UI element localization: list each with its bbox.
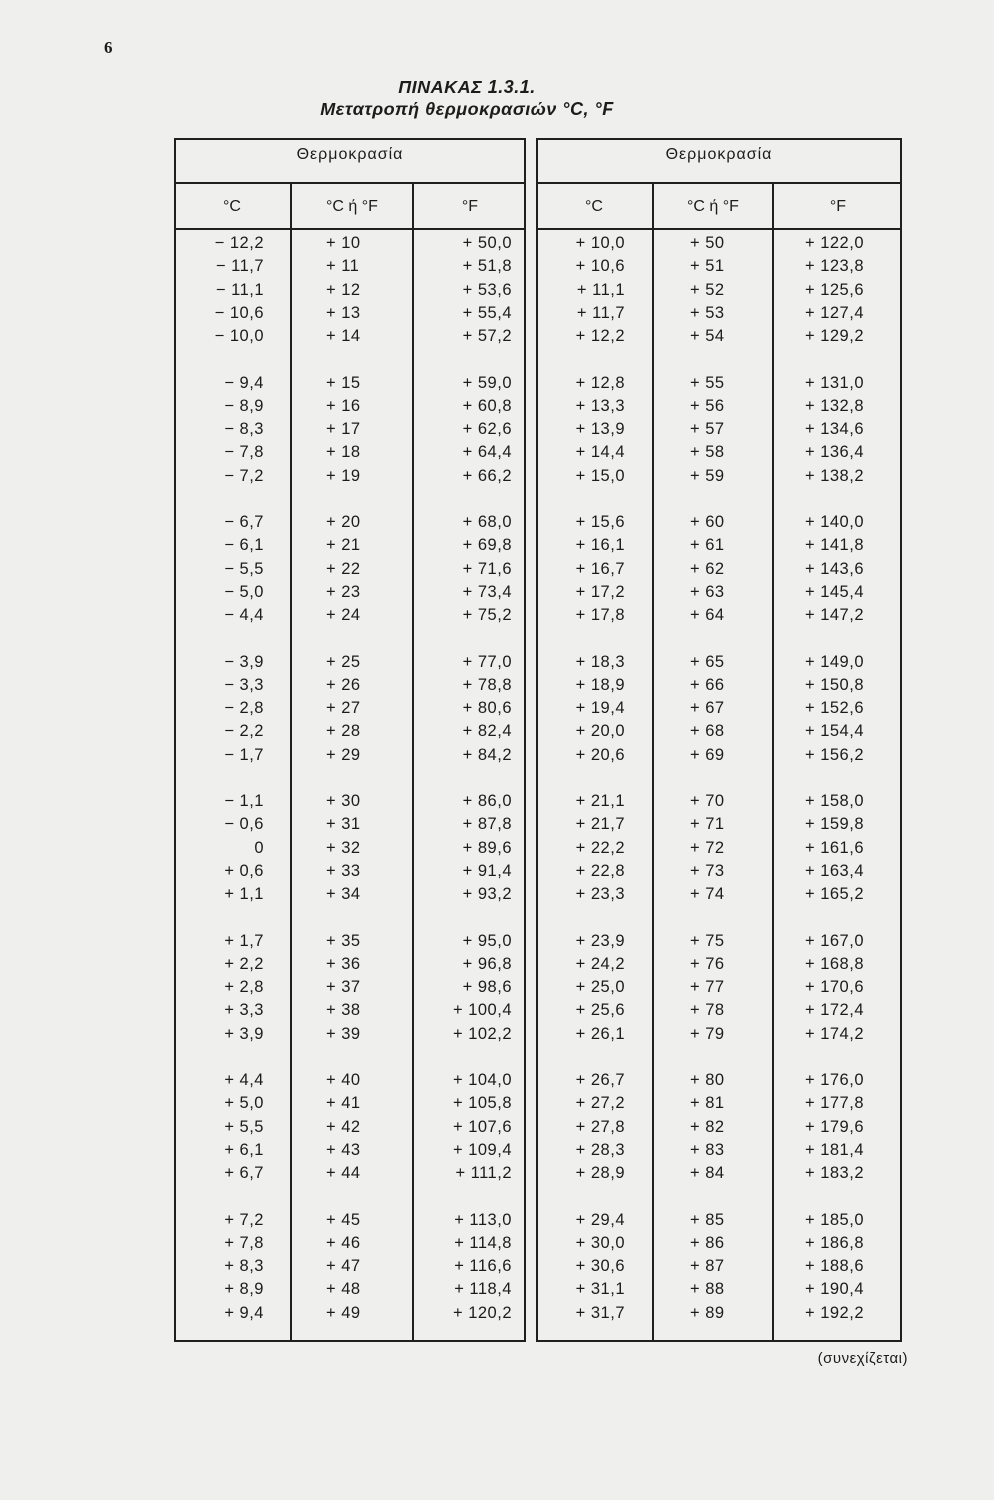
table-cell: + 8,3 [224,1257,264,1276]
table-cell: + 159,8 [804,815,864,834]
table-cell: + 47 [326,1257,361,1276]
table-cell: + 12 [326,280,361,299]
table-cell: + 30,6 [575,1257,625,1276]
table-cell: + 77,0 [462,652,512,671]
table-cell: + 10,6 [575,257,625,276]
table-cell: + 11 [326,257,360,276]
table-cell: + 69 [690,745,725,764]
table-cell: − 1,7 [224,745,264,764]
table-cell: + 120,2 [452,1303,512,1322]
table-cell: + 19 [326,466,361,485]
table-cell: + 11,7 [576,303,625,322]
table-cell: + 42 [326,1117,361,1136]
table-cell: − 7,8 [224,443,264,462]
table-cell: + 14,4 [575,443,625,462]
table-cell: + 83 [690,1140,725,1159]
table-cell: + 118,4 [454,1280,512,1299]
table-cell: + 5,5 [224,1117,264,1136]
column-header-c-or-f: °C ή °F [687,198,739,215]
table-cell: + 131,0 [804,373,864,392]
column-header-celsius: °C [585,198,603,215]
table-cell: + 72 [690,838,725,857]
table-cell: + 34 [326,885,361,904]
table-cell: + 179,6 [804,1117,864,1136]
table-cell: + 21 [326,536,361,555]
table-cell: + 176,0 [804,1071,864,1089]
table-cell: + 22 [326,559,361,578]
table-cell: + 183,2 [804,1164,864,1183]
table-cell: + 40 [326,1071,361,1089]
table-cell: + 7,2 [224,1210,264,1229]
group-header-left: Θερμοκρασία [296,146,404,163]
table-cell: + 95,0 [462,931,512,950]
table-cell: + 17 [326,420,361,439]
table-cell: + 77 [690,978,725,997]
table-cell: − 3,9 [224,652,264,671]
column-header-c-or-f: °C ή °F [326,198,378,215]
table-cell: + 25,0 [575,978,625,997]
table-cell: − 8,9 [224,396,264,415]
table-cell: + 29 [326,745,361,764]
table-cell: + 73,4 [462,582,512,601]
table-cell: + 64,4 [462,443,512,462]
table-cell: + 123,8 [804,257,864,276]
table-cell: + 49 [326,1303,361,1322]
table-cell: + 85 [690,1210,725,1229]
group-header-right: Θερμοκρασία [665,146,773,163]
table-cell: + 9,4 [224,1303,264,1322]
table-cell: + 21,7 [575,815,625,834]
table-cell: − 11,1 [215,280,264,299]
table-cell: + 53 [690,303,725,322]
table-cell: + 28,9 [575,1164,625,1183]
table-cell: − 8,3 [224,420,264,439]
table-cell: + 18 [326,443,361,462]
table-cell: + 45 [326,1210,361,1229]
table-cell: + 64 [690,606,725,625]
table-cell: − 6,1 [224,536,264,555]
table-cell: + 2,8 [224,978,264,997]
table-cell: + 60,8 [462,396,512,415]
table-cell: + 152,6 [804,699,864,718]
table-cell: + 132,8 [804,396,864,415]
table-cell: + 62,6 [462,420,512,439]
table-cell: + 13,3 [575,396,625,415]
table-cell: + 89 [690,1303,725,1322]
table-cell: + 129,2 [804,327,864,346]
table-cell: + 12,2 [575,327,625,346]
table-cell: + 186,8 [804,1233,864,1252]
table-cell: − 9,4 [224,373,264,392]
table-cell: + 57 [690,420,725,439]
table-cell: + 3,9 [224,1024,264,1043]
table-cell: + 5,0 [224,1094,264,1113]
table-cell: + 71,6 [462,559,512,578]
table-cell: + 88 [690,1280,725,1299]
table-cell: + 89,6 [462,838,512,857]
table-cell: + 2,2 [224,954,264,973]
table-cell: + 7,8 [224,1233,264,1252]
table-cell: + 50,0 [462,234,512,252]
table-cell: + 154,4 [804,722,864,741]
table-cell: + 111,2 [455,1164,512,1183]
table-cell: + 23 [326,582,361,601]
table-cell: + 114,8 [454,1233,512,1252]
table-cell: + 28 [326,722,361,741]
table-cell: + 10,0 [575,234,625,252]
table-cell: − 2,2 [224,722,264,741]
table-cell: − 2,8 [224,699,264,718]
table-cell: + 38 [326,1001,361,1020]
table-cell: + 61 [690,536,725,555]
table-cell: + 170,6 [804,978,864,997]
table-cell: + 71 [690,815,725,834]
table-cell: + 23,9 [575,931,625,950]
table-cell: + 80 [690,1071,725,1089]
table-cell: + 58 [690,443,725,462]
table-cell: + 136,4 [804,443,864,462]
table-cell: + 13,9 [575,420,625,439]
table-cell: + 21,1 [575,792,625,810]
table-cell: + 93,2 [462,885,512,904]
table-cell: + 116,6 [454,1257,512,1276]
table-cell: + 4,4 [224,1071,264,1089]
page-number: 6 [104,38,113,57]
table-cell: + 33 [326,861,361,880]
table-subtitle: Μετατροπή θερμοκρασιών °C, °F [320,99,614,119]
table-cell: + 75 [690,931,725,950]
table-cell: + 0,6 [224,861,264,880]
table-cell: + 65 [690,652,725,671]
table-cell: + 28,3 [575,1140,625,1159]
table-cell: + 68,0 [462,513,512,531]
table-cell: + 54 [690,327,725,346]
table-cell: + 18,3 [575,652,625,671]
table-cell: + 51,8 [462,257,512,276]
table-cell: + 105,8 [452,1094,512,1113]
table-cell: + 1,7 [224,931,264,950]
column-divider [290,182,292,1342]
table-cell: + 10 [326,234,361,252]
table-cell: + 141,8 [804,536,864,555]
table-cell: + 96,8 [462,954,512,973]
table-cell: + 59 [690,466,725,485]
table-cell: + 73 [690,861,725,880]
column-header-fahrenheit: °F [461,198,479,215]
table-cell: + 104,0 [452,1071,512,1089]
table-cell: + 125,6 [804,280,864,299]
table-cell: + 3,3 [224,1001,264,1020]
table-cell: + 100,4 [452,1001,512,1020]
table-cell: + 86 [690,1233,725,1252]
table-cell: + 107,6 [452,1117,512,1136]
table-cell: + 156,2 [804,745,864,764]
column-divider [412,182,414,1342]
table-cell: + 17,2 [575,582,625,601]
table-cell: + 26,1 [575,1024,625,1043]
table-cell: − 3,3 [224,675,264,694]
table-cell: + 149,0 [804,652,864,671]
table-cell: + 30,0 [575,1233,625,1252]
table-cell: + 69,8 [462,536,512,555]
table-title: ΠΙΝΑΚΑΣ 1.3.1. [398,77,536,97]
table-cell: + 37 [326,978,361,997]
table-cell: + 20,6 [575,745,625,764]
table-cell: + 48 [326,1280,361,1299]
table-cell: − 5,0 [224,582,264,601]
table-cell: + 25 [326,652,361,671]
table-cell: + 39 [326,1024,361,1043]
table-cell: − 11,7 [215,257,264,276]
table-cell: + 29,4 [575,1210,625,1229]
table-cell: + 150,8 [804,675,864,694]
table-cell: + 78 [690,1001,725,1020]
table-cell: + 16,7 [575,559,625,578]
table-cell: + 15,6 [575,513,625,531]
table-cell: + 46 [326,1233,361,1252]
table-cell: + 15,0 [575,466,625,485]
table-cell: + 60 [690,513,725,531]
table-cell: + 56 [690,396,725,415]
table-cell: + 16,1 [575,536,625,555]
group-header-rule-left [174,182,526,184]
table-cell: + 67 [690,699,725,718]
table-cell: + 8,9 [224,1280,264,1299]
table-cell: + 27,2 [575,1094,625,1113]
table-cell: + 98,6 [462,978,512,997]
table-cell: + 30 [326,792,361,810]
table-cell: + 84,2 [462,745,512,764]
table-cell: − 7,2 [224,466,264,485]
table-cell: + 66 [690,675,725,694]
table-cell: + 185,0 [804,1210,864,1229]
table-cell: + 53,6 [462,280,512,299]
table-cell: + 165,2 [804,885,864,904]
continued-note: (συνεχίζεται) [817,1350,908,1367]
table-cell: + 79 [690,1024,725,1043]
table-cell: + 19,4 [575,699,625,718]
table-cell: + 76 [690,954,725,973]
table-cell: + 31,7 [575,1303,625,1322]
table-cell: + 75,2 [462,606,512,625]
table-cell: + 113,0 [454,1210,512,1229]
table-cell: + 23,3 [575,885,625,904]
conversion-table [174,138,902,1344]
table-cell: + 17,8 [575,606,625,625]
table-cell: + 87 [690,1257,725,1276]
table-cell: + 6,7 [224,1164,264,1183]
table-cell: + 44 [326,1164,361,1183]
table-cell: + 51 [690,257,725,276]
table-cell: + 87,8 [462,815,512,834]
table-cell: + 158,0 [804,792,864,810]
table-cell: + 11,1 [576,280,625,299]
table-cell: + 181,4 [804,1140,864,1159]
table-cell: + 86,0 [462,792,512,810]
table-cell: + 172,4 [804,1001,864,1020]
table-cell: + 177,8 [804,1094,864,1113]
column-header-fahrenheit: °F [829,198,847,215]
table-cell: + 52 [690,280,725,299]
table-cell: + 192,2 [804,1303,864,1322]
column-header-celsius: °C [223,198,241,215]
column-divider [652,182,654,1342]
table-cell: 0 [254,838,264,857]
table-cell: + 35 [326,931,361,950]
table-cell: + 31 [326,815,361,834]
table-cell: + 66,2 [462,466,512,485]
column-header-rule-right [536,228,902,230]
table-cell: + 16 [326,396,361,415]
table-cell: + 122,0 [804,234,864,252]
table-cell: − 4,4 [224,606,264,625]
table-cell: + 25,6 [575,1001,625,1020]
table-cell: − 1,1 [224,792,264,810]
table-cell: + 74 [690,885,725,904]
table-cell: + 102,2 [452,1024,512,1043]
table-cell: + 134,6 [804,420,864,439]
table-cell: + 20,0 [575,722,625,741]
table-cell: + 109,4 [452,1140,512,1159]
table-cell: + 24,2 [575,954,625,973]
table-cell: + 138,2 [804,466,864,485]
table-cell: + 84 [690,1164,725,1183]
table-cell: + 174,2 [804,1024,864,1043]
table-cell: + 143,6 [804,559,864,578]
table-cell: + 163,4 [804,861,864,880]
table-cell: + 140,0 [804,513,864,531]
table-cell: − 10,6 [214,303,264,322]
table-cell: + 80,6 [462,699,512,718]
table-cell: + 27,8 [575,1117,625,1136]
table-cell: + 161,6 [804,838,864,857]
table-cell: + 82,4 [462,722,512,741]
table-cell: + 167,0 [804,931,864,950]
table-cell: + 6,1 [224,1140,264,1159]
table-cell: + 26,7 [575,1071,625,1089]
table-cell: + 26 [326,675,361,694]
table-cell: + 50 [690,234,725,252]
table-cell: + 147,2 [804,606,864,625]
table-cell: + 22,8 [575,861,625,880]
table-cell: + 18,9 [575,675,625,694]
table-cell: + 190,4 [804,1280,864,1299]
table-cell: − 5,5 [224,559,264,578]
column-divider [772,182,774,1342]
table-cell: + 14 [326,327,361,346]
table-cell: − 12,2 [214,234,264,252]
table-cell: + 31,1 [575,1280,625,1299]
table-cell: + 188,6 [804,1257,864,1276]
table-cell: + 57,2 [462,327,512,346]
table-cell: + 82 [690,1117,725,1136]
table-cell: − 0,6 [224,815,264,834]
table-cell: + 68 [690,722,725,741]
column-header-rule-left [174,228,526,230]
table-cell: + 24 [326,606,361,625]
table-cell: + 91,4 [462,861,512,880]
table-cell: + 70 [690,792,725,810]
table-cell: + 168,8 [804,954,864,973]
table-cell: + 20 [326,513,361,531]
table-cell: + 145,4 [804,582,864,601]
table-cell: + 81 [690,1094,725,1113]
table-cell: + 78,8 [462,675,512,694]
table-cell: + 1,1 [224,885,264,904]
table-cell: + 41 [326,1094,361,1113]
table-cell: + 127,4 [804,303,864,322]
table-cell: + 36 [326,954,361,973]
table-cell: + 27 [326,699,361,718]
group-header-rule-right [536,182,902,184]
table-cell: − 6,7 [224,513,264,531]
table-cell: + 22,2 [575,838,625,857]
table-cell: − 10,0 [214,327,264,346]
table-cell: + 55 [690,373,725,392]
table-cell: + 15 [326,373,361,392]
table-cell: + 59,0 [462,373,512,392]
table-cell: + 62 [690,559,725,578]
table-cell: + 13 [326,303,361,322]
table-cell: + 32 [326,838,361,857]
table-cell: + 63 [690,582,725,601]
table-cell: + 55,4 [462,303,512,322]
table-cell: + 12,8 [575,373,625,392]
table-cell: + 43 [326,1140,361,1159]
